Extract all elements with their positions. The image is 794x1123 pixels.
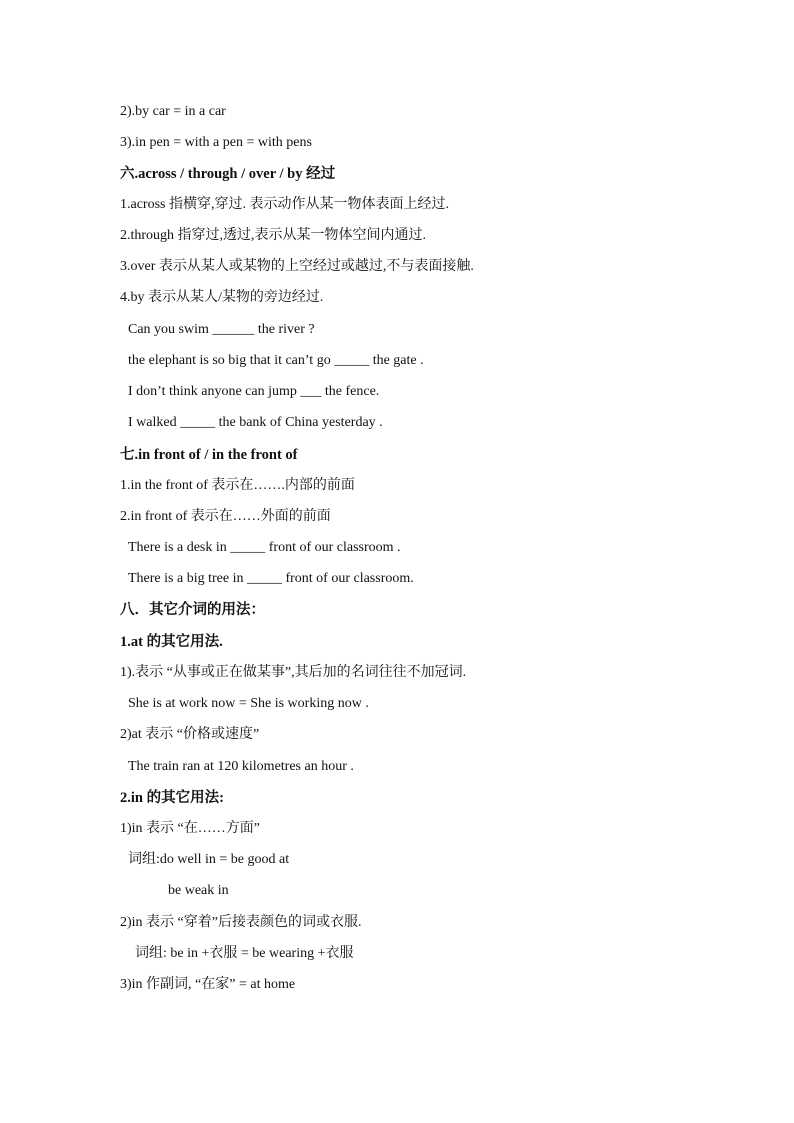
example-sentence: There is a big tree in _____ front of our classroom.: [128, 571, 414, 586]
phrase-line: 词组:do well in = be good at: [128, 852, 290, 867]
phrase-line: 词组: be in +衣服 = be wearing +衣服: [135, 946, 354, 961]
text-line: 1.in the front of 表示在…….内部的前面: [120, 478, 355, 493]
phrase-line: be weak in: [168, 883, 229, 898]
subsection-heading: 1.at 的其它用法.: [120, 634, 223, 650]
example-sentence: Can you swim ______ the river ?: [128, 322, 315, 337]
example-sentence: There is a desk in _____ front of our classroom .: [128, 540, 401, 555]
text-line: 1)in 表示 “在……方面”: [120, 821, 260, 836]
text-line: 1).表示 “从事或正在做某事”,其后加的名词往往不加冠词.: [120, 665, 467, 680]
text-line: 2.in front of 表示在……外面的前面: [120, 509, 331, 524]
text-line: 2)in 表示 “穿着”后接表颜色的词或衣服.: [120, 915, 362, 930]
example-sentence: the elephant is so big that it can’t go _____ the gate .: [128, 353, 424, 368]
example-sentence: I walked _____ the bank of China yesterday .: [128, 415, 383, 430]
example-sentence: I don’t think anyone can jump ___ the fence.: [128, 384, 380, 399]
text-line: 2.through 指穿过,透过,表示从某一物体空间内通过.: [120, 228, 427, 243]
text-line: 2).by car = in a car: [120, 104, 226, 119]
text-line: 3).in pen = with a pen = with pens: [120, 135, 312, 150]
text-line: 1.across 指横穿,穿过. 表示动作从某一物体表面上经过.: [120, 197, 449, 212]
example-sentence: She is at work now = She is working now .: [128, 696, 369, 711]
text-line: 2)at 表示 “价格或速度”: [120, 727, 260, 742]
subsection-heading: 2.in 的其它用法:: [120, 790, 224, 806]
text-line: 4.by 表示从某人/某物的旁边经过.: [120, 290, 324, 305]
section-heading: 八．其它介词的用法：: [120, 602, 265, 618]
text-line: 3.over 表示从某人或某物的上空经过或越过,不与表面接触.: [120, 259, 474, 274]
example-sentence: The train ran at 120 kilometres an hour .: [128, 759, 354, 774]
text-line: 3)in 作副词, “在家” = at home: [120, 977, 296, 992]
section-heading: 六.across / through / over / by 经过: [120, 166, 336, 182]
section-heading: 七.in front of / in the front of: [120, 447, 298, 463]
